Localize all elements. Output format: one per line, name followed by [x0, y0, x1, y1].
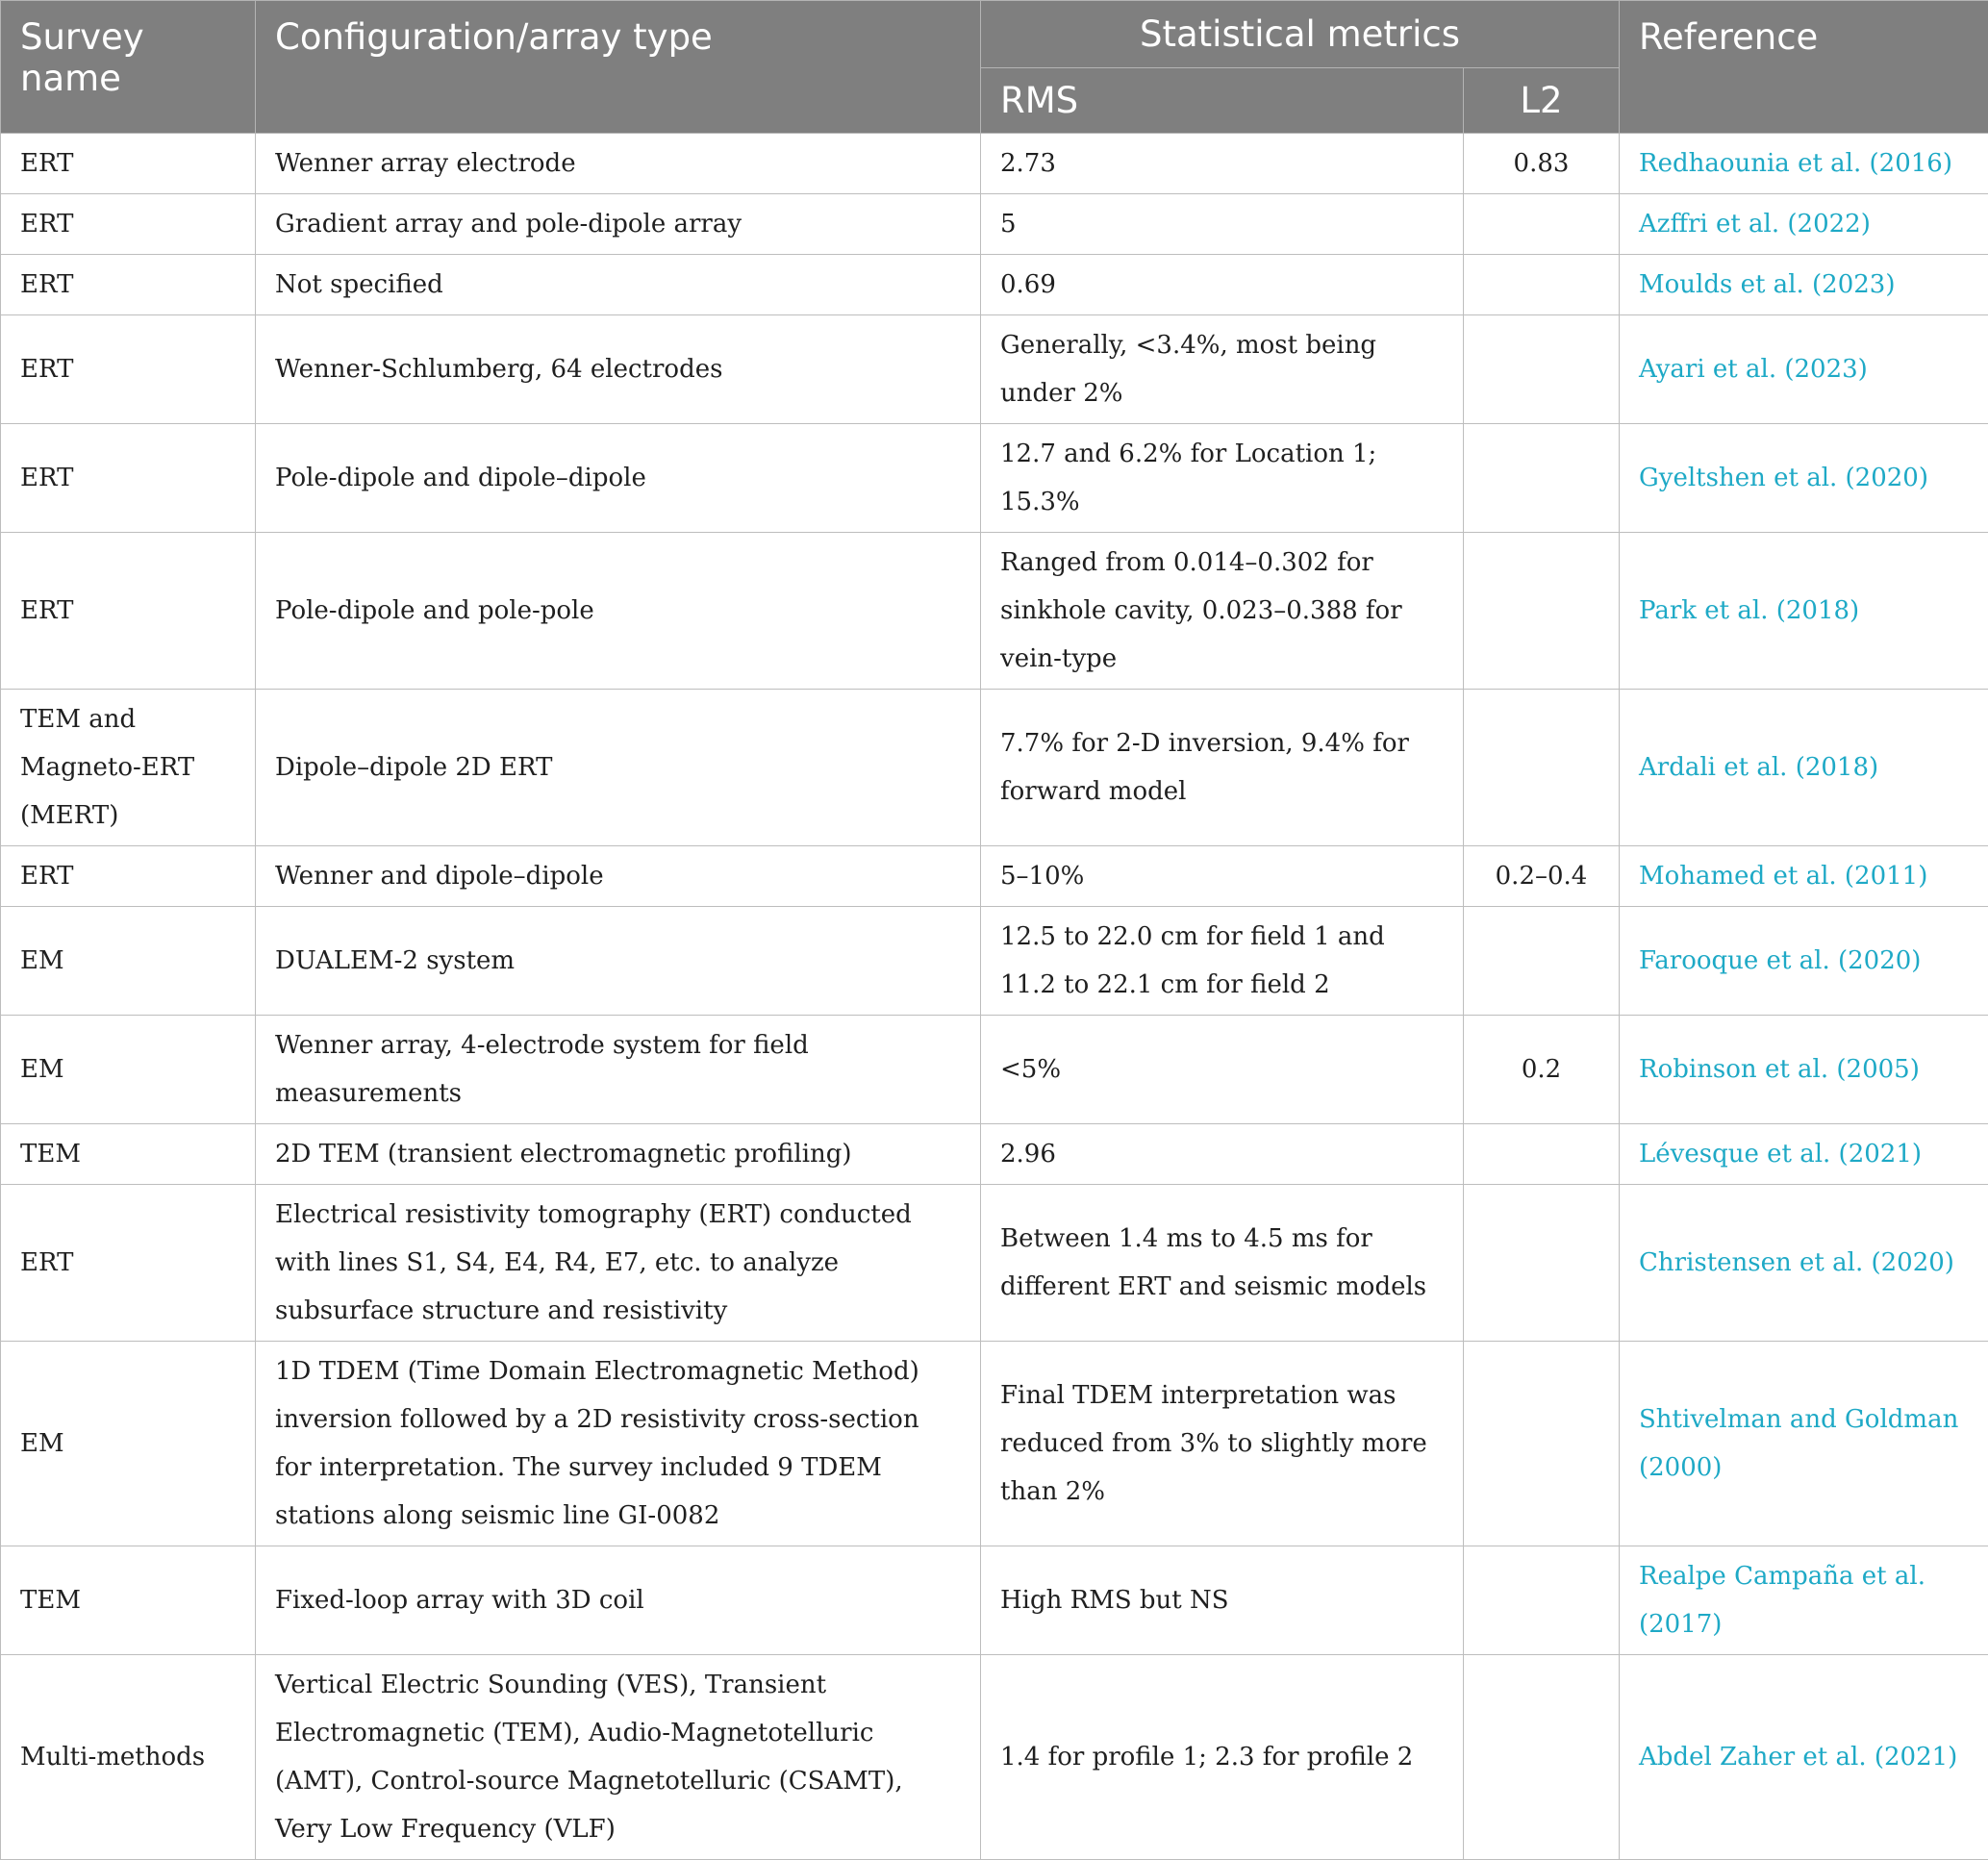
reference-link[interactable]: Mohamed et al. (2011) [1620, 846, 1988, 907]
table-body [1, 134, 1988, 1860]
survey-name-cell: TEM [1, 1124, 256, 1185]
l2-cell [1464, 255, 1620, 315]
header-rms: RMS [981, 68, 1464, 134]
reference-link[interactable]: Moulds et al. (2023) [1620, 255, 1988, 315]
reference-link[interactable]: Shtivelman and Goldman (2000) [1620, 1342, 1988, 1546]
survey-name-cell: ERT [1, 134, 256, 194]
survey-name-cell: ERT [1, 424, 256, 533]
rms-cell: Ranged from 0.014–0.302 for sinkhole cavity, 0.023–0.388 for vein-type [981, 533, 1464, 690]
table-row [1, 424, 1988, 533]
table-row [1, 1124, 1988, 1185]
survey-name-cell: ERT [1, 315, 256, 424]
survey-name-cell: Multi-methods [1, 1655, 256, 1860]
configuration-cell: Not specified [256, 255, 981, 315]
reference-link[interactable]: Azffri et al. (2022) [1620, 194, 1988, 255]
table-row [1, 907, 1988, 1016]
l2-cell [1464, 424, 1620, 533]
configuration-cell: Dipole–dipole 2D ERT [256, 690, 981, 846]
rms-cell: 5–10% [981, 846, 1464, 907]
l2-cell [1464, 315, 1620, 424]
survey-name-cell: EM [1, 907, 256, 1016]
l2-cell [1464, 1342, 1620, 1546]
rms-cell: 5 [981, 194, 1464, 255]
survey-name-cell: EM [1, 1016, 256, 1124]
l2-cell [1464, 1655, 1620, 1860]
table-row [1, 255, 1988, 315]
survey-name-cell: ERT [1, 194, 256, 255]
configuration-cell: Fixed-loop array with 3D coil [256, 1546, 981, 1655]
header-l2: L2 [1464, 68, 1620, 134]
rms-cell: <5% [981, 1016, 1464, 1124]
reference-link[interactable]: Ayari et al. (2023) [1620, 315, 1988, 424]
configuration-cell: Wenner and dipole–dipole [256, 846, 981, 907]
reference-link[interactable]: Park et al. (2018) [1620, 533, 1988, 690]
table-row [1, 134, 1988, 194]
table-row [1, 533, 1988, 690]
rms-cell: 2.96 [981, 1124, 1464, 1185]
survey-name-cell: EM [1, 1342, 256, 1546]
l2-cell [1464, 1124, 1620, 1185]
survey-name-cell: ERT [1, 1185, 256, 1342]
header-survey-name: Survey name [1, 1, 256, 134]
l2-cell [1464, 690, 1620, 846]
reference-link[interactable]: Farooque et al. (2020) [1620, 907, 1988, 1016]
header-configuration: Configuration/array type [256, 1, 981, 134]
reference-link[interactable]: Robinson et al. (2005) [1620, 1016, 1988, 1124]
rms-cell: High RMS but NS [981, 1546, 1464, 1655]
l2-cell [1464, 1185, 1620, 1342]
configuration-cell: Pole-dipole and dipole–dipole [256, 424, 981, 533]
rms-cell: Final TDEM interpretation was reduced from 3% to slightly more than 2% [981, 1342, 1464, 1546]
reference-link[interactable]: Ardali et al. (2018) [1620, 690, 1988, 846]
table-row [1, 1016, 1988, 1124]
rms-cell: 7.7% for 2-D inversion, 9.4% for forward model [981, 690, 1464, 846]
table-row [1, 1546, 1988, 1655]
table-row [1, 690, 1988, 846]
reference-link[interactable]: Christensen et al. (2020) [1620, 1185, 1988, 1342]
table-row [1, 1655, 1988, 1860]
l2-cell: 0.2–0.4 [1464, 846, 1620, 907]
rms-cell: 2.73 [981, 134, 1464, 194]
reference-link[interactable]: Abdel Zaher et al. (2021) [1620, 1655, 1988, 1860]
header-statistical-metrics: Statistical metrics [981, 1, 1620, 68]
table-header [1, 1, 1988, 134]
configuration-cell: Pole-dipole and pole-pole [256, 533, 981, 690]
table-row [1, 194, 1988, 255]
l2-cell [1464, 907, 1620, 1016]
reference-link[interactable]: Realpe Campaña et al. (2017) [1620, 1546, 1988, 1655]
table-row [1, 1185, 1988, 1342]
configuration-cell: Wenner-Schlumberg, 64 electrodes [256, 315, 981, 424]
table-row [1, 315, 1988, 424]
rms-cell: 0.69 [981, 255, 1464, 315]
rms-cell: 12.7 and 6.2% for Location 1; 15.3% [981, 424, 1464, 533]
table-row [1, 1342, 1988, 1546]
rms-cell: Generally, <3.4%, most being under 2% [981, 315, 1464, 424]
survey-name-cell: ERT [1, 533, 256, 690]
configuration-cell: Wenner array, 4-electrode system for field measurements [256, 1016, 981, 1124]
survey-name-cell: TEM [1, 1546, 256, 1655]
configuration-cell: Vertical Electric Sounding (VES), Transient Electromagnetic (TEM), Audio-Magnetotelluric (AMT), Control-source Magnetotelluric (CSAMT), Very Low Frequency (VLF) [256, 1655, 981, 1860]
configuration-cell: 1D TDEM (Time Domain Electromagnetic Method) inversion followed by a 2D resistivity cross-section for interpretation. The survey included 9 TDEM stations along seismic line GI-0082 [256, 1342, 981, 1546]
l2-cell [1464, 1546, 1620, 1655]
configuration-cell: Gradient array and pole-dipole array [256, 194, 981, 255]
configuration-cell: 2D TEM (transient electromagnetic profiling) [256, 1124, 981, 1185]
rms-cell: Between 1.4 ms to 4.5 ms for different ERT and seismic models [981, 1185, 1464, 1342]
configuration-cell: Wenner array electrode [256, 134, 981, 194]
reference-link[interactable]: Lévesque et al. (2021) [1620, 1124, 1988, 1185]
header-reference: Reference [1620, 1, 1988, 134]
reference-link[interactable]: Redhaounia et al. (2016) [1620, 134, 1988, 194]
l2-cell [1464, 194, 1620, 255]
table-row [1, 846, 1988, 907]
rms-cell: 12.5 to 22.0 cm for field 1 and 11.2 to 22.1 cm for field 2 [981, 907, 1464, 1016]
rms-cell: 1.4 for profile 1; 2.3 for profile 2 [981, 1655, 1464, 1860]
l2-cell [1464, 533, 1620, 690]
l2-cell: 0.83 [1464, 134, 1620, 194]
survey-name-cell: TEM and Magneto-ERT (MERT) [1, 690, 256, 846]
configuration-cell: Electrical resistivity tomography (ERT) conducted with lines S1, S4, E4, R4, E7, etc. to analyze subsurface structure and resistivity [256, 1185, 981, 1342]
reference-link[interactable]: Gyeltshen et al. (2020) [1620, 424, 1988, 533]
survey-name-cell: ERT [1, 255, 256, 315]
configuration-cell: DUALEM-2 system [256, 907, 981, 1016]
l2-cell: 0.2 [1464, 1016, 1620, 1124]
survey-name-cell: ERT [1, 846, 256, 907]
